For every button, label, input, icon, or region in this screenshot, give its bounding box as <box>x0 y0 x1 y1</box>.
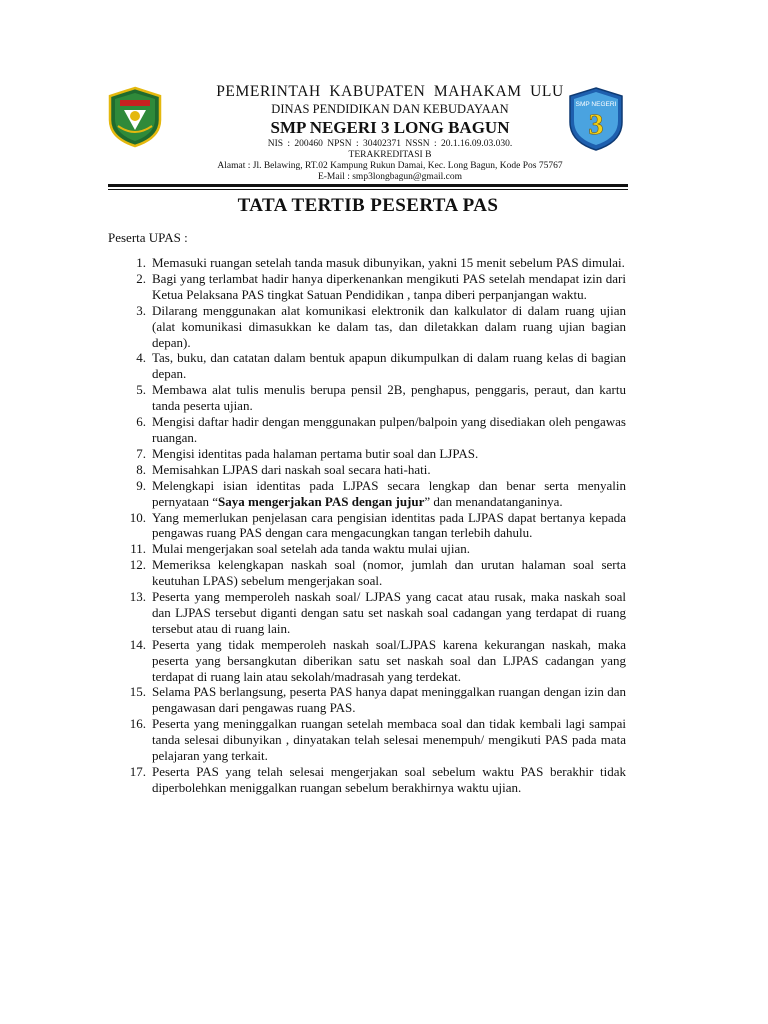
school-ids: NIS : 200460 NPSN : 30402371 NSSN : 20.1.16.09.03.030. <box>267 139 513 149</box>
rule-number: 13. <box>129 589 146 605</box>
rule-text: Tas, buku, dan catatan dalam bentuk apapun dikumpulkan di dalam ruang kelas di bagian depan. <box>152 350 626 382</box>
rules-list <box>112 255 626 796</box>
rule-text: Dilarang menggunakan alat komunikasi elektronik dan kalkulator di dalam ruang ujian (alat komunikasi dimasukkan ke dalam tas, dan diletakkan dalam ruang ujian bagian depan). <box>152 302 626 350</box>
rule-text: Bagi yang terlambat hadir hanya diperkenankan mengikuti PAS setelah mendapat izin dari Ketua Pelaksana PAS tingkat Satuan Pendidikan , tanpa diberi perpanjangan waktu. <box>152 270 626 302</box>
rule-text: Mengisi identitas pada halaman pertama butir soal dan LJPAS. <box>152 445 479 461</box>
rule-number: 5. <box>136 382 146 398</box>
rule-text: Yang memerlukan penjelasan cara pengisian identitas pada LJPAS dapat bertanya kepada pengawas ruang PAS dengan cara mengacungkan tangan terlebih dahulu. <box>152 509 626 541</box>
rule-item <box>112 716 626 764</box>
rule-text: Peserta PAS yang telah selesai mengerjakan soal sebelum waktu PAS berakhir tidak diperbolehkan meniggalkan ruangan sebelum berakhirnya waktu ujian. <box>152 764 626 795</box>
rule-item <box>112 382 626 414</box>
letterhead-divider-thin <box>108 189 628 190</box>
government-name: PEMERINTAH KABUPATEN MAHAKAM ULU <box>216 83 564 100</box>
rule-text: Memisahkan LJPAS dari naskah soal secara hati-hati. <box>152 461 431 477</box>
rule-text: Peserta yang tidak memperoleh naskah soal/LJPAS karena kekurangan naskah, maka peserta yang bersangkutan diberikan satu set naskah soal dan LJPAS cadangan yang terdapat di ruang lain atau sekolah/madrasah yang terdekat. <box>152 636 626 684</box>
rule-text: Mulai mengerjakan soal setelah ada tanda waktu mulai ujian. <box>152 541 471 557</box>
rule-text: Memasuki ruangan setelah tanda masuk dibunyikan, yakni 15 menit sebelum PAS dimulai. <box>152 255 625 270</box>
rule-item <box>112 414 626 446</box>
document-title: TATA TERTIB PESERTA PAS <box>237 195 499 216</box>
rule-number: 3. <box>136 302 146 318</box>
rule-number: 2. <box>136 270 146 286</box>
department-name: DINAS PENDIDIKAN DAN KEBUDAYAAN <box>271 102 509 116</box>
address: Alamat : Jl. Belawing, RT.02 Kampung Rukun Damai, Kec. Long Bagun, Kode Pos 75767 <box>217 161 563 171</box>
rule-number: 8. <box>136 461 146 477</box>
rule-text: Selama PAS berlangsung, peserta PAS hanya dapat meninggalkan ruangan dengan izin dan pengawasan dari pengawas ruang PAS. <box>152 684 626 716</box>
email: E-Mail : smp3longbagun@gmail.com <box>317 172 463 182</box>
letterhead-divider-thick <box>108 184 628 187</box>
rule-number: 12. <box>129 557 146 573</box>
rule-text: Melengkapi isian identitas pada LJPAS secara lengkap dan benar serta menyalin pernyataan “ <box>152 477 626 509</box>
rule-item <box>112 255 626 271</box>
rule-number: 16. <box>129 716 146 732</box>
rule-item <box>112 764 626 796</box>
rule-number: 7. <box>136 445 146 461</box>
letterhead <box>130 82 650 183</box>
rule-number: 1. <box>136 255 146 270</box>
rule-text: Memeriksa kelengkapan naskah soal (nomor, jumlah dan urutan halaman soal serta keutuhan LPAS) sebelum mengerjakan soal. <box>152 557 626 589</box>
rule-item <box>112 350 626 382</box>
rule-text: Membawa alat tulis menulis berupa pensil 2B, penghapus, penggaris, peraut, dan kartu tanda peserta ujian. <box>152 382 626 414</box>
rule-number: 9. <box>136 477 146 493</box>
rule-text: Mengisi daftar hadir dengan menggunakan pulpen/balpoin yang disediakan oleh pengawas ruangan. <box>152 414 626 445</box>
rule-item <box>112 557 626 589</box>
rule-item <box>112 446 626 462</box>
rule-item <box>112 271 626 303</box>
rule-statement: Saya mengerjakan PAS dengan jujur <box>218 493 425 509</box>
rule-number: 17. <box>129 764 146 779</box>
school-name: SMP NEGERI 3 LONG BAGUN <box>270 118 510 137</box>
rule-item <box>112 462 626 478</box>
rule-item <box>112 510 626 542</box>
rule-number: 6. <box>136 414 146 430</box>
svg-text:SMP NEGERI: SMP NEGERI <box>575 101 617 108</box>
rule-text: Peserta yang memperoleh naskah soal/ LJPAS yang cacat atau rusak, maka naskah soal dan LJPAS tersebut diganti dengan satu set naskah soal cadangan yang terdapat di ruang tersebut atau di ruang lain. <box>152 589 626 636</box>
accreditation: TERAKREDITASI B <box>348 150 432 160</box>
rule-item <box>112 541 626 557</box>
intro-text: Peserta UPAS : <box>108 230 188 245</box>
rule-item <box>112 637 626 685</box>
rule-item <box>112 684 626 716</box>
rule-number: 10. <box>129 509 146 525</box>
rule-number: 11. <box>130 541 146 557</box>
rule-item <box>112 478 626 510</box>
rule-number: 4. <box>136 350 146 366</box>
rule-item <box>112 303 626 351</box>
rule-number: 14. <box>129 636 146 652</box>
rule-number: 15. <box>129 684 146 700</box>
svg-text:3: 3 <box>588 108 604 141</box>
rule-text: Peserta yang meninggalkan ruangan setelah membaca soal dan tidak kembali lagi sampai tanda selesai dibunyikan , dinyatakan telah selesai menempuh/ mengikuti PAS pada mata pelajaran yang terkait. <box>152 716 626 764</box>
rule-item <box>112 589 626 637</box>
rule-text: ” dan menandatanganinya. <box>424 493 563 509</box>
